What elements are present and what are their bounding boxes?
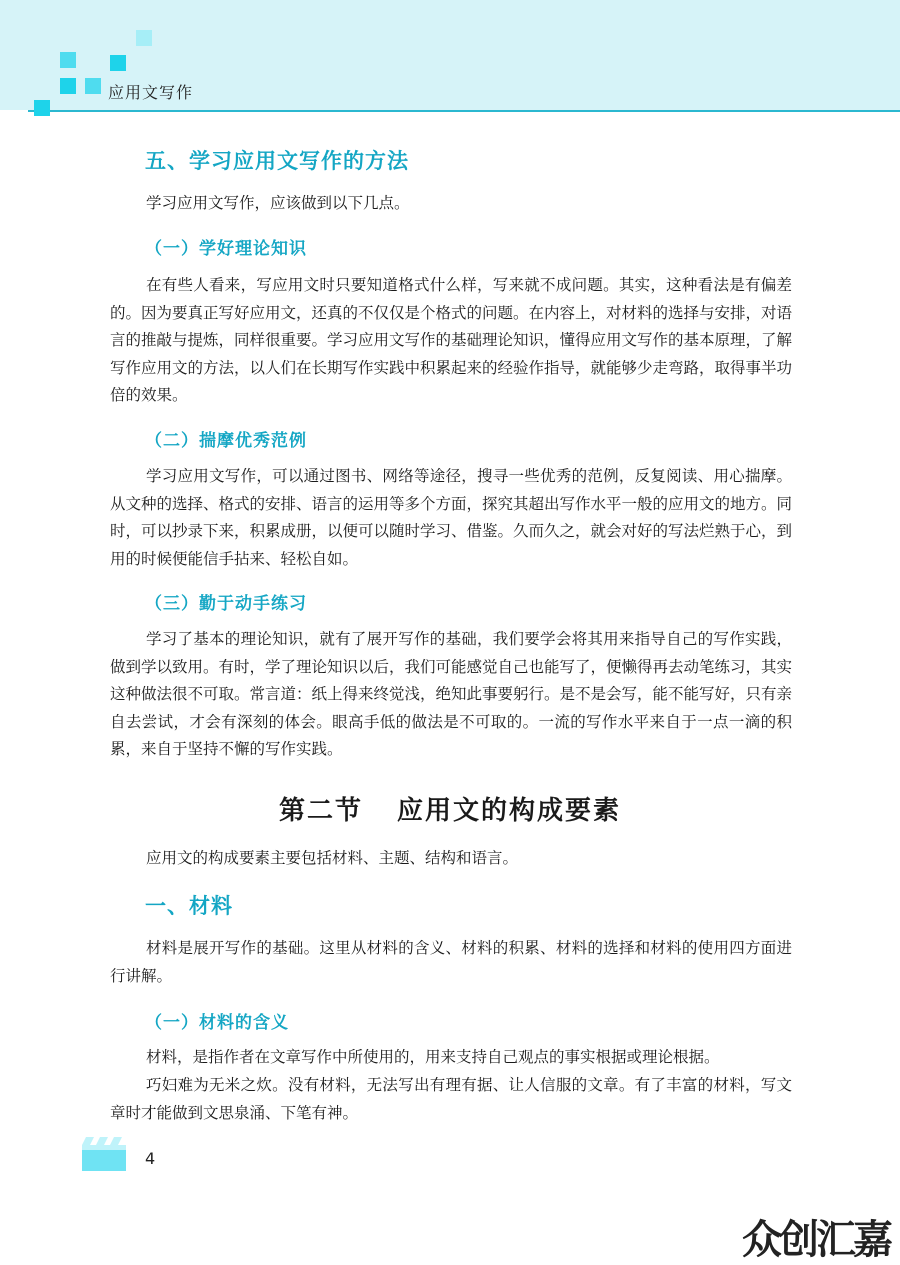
watermark: 众创汇嘉 (742, 1217, 890, 1263)
header-rule (28, 110, 900, 112)
section-intro: 应用文的构成要素主要包括材料、主题、结构和语言。 (146, 849, 519, 867)
paragraph-material: 材料是展开写作的基础。这里从材料的含义、材料的积累、材料的选择和材料的使用四方面进行讲解。 (110, 939, 792, 985)
paragraph-theory: 在有些人看来，写应用文时只要知道格式什么样，写来就不成问题。其实，这种看法是有偏差的。因为要真正写好应用文，还真的不仅仅是个格式的问题。在内容上，对材料的选择与安排，对语言的推敲与提炼，同样很重要。学习应用文写作的基础理论知识，懂得应用文写作的基本原理，了解写作应用文的方法，以人们在长期写作实践中积累起来的经验作指导，就能够少走弯路，取得事半功倍的效果。 (110, 276, 793, 404)
subheading-theory: （一）学好理论知识 (145, 239, 307, 259)
paragraph-examples: 学习应用文写作，可以通过图书、网络等途径，搜寻一些优秀的范例，反复阅读、用心揣摩。从文种的选择、格式的安排、语言的运用等多个方面，探究其超出写作水平一般的应用文的地方。同时，可以抄录下来，积累成册，以便可以随时学习、借鉴。久而久之，就会对好的写法烂熟于心，到用的时候便能信手拈来、轻松自如。 (110, 467, 793, 568)
heading-learning-methods: 五、学习应用文写作的方法 (145, 149, 409, 173)
subheading-practice: （三）勤于动手练习 (145, 594, 307, 614)
page-number: 4 (145, 1149, 156, 1168)
paragraph-material-definition: 材料，是指作者在文章写作中所使用的，用来支持自己观点的事实根据或理论根据。 (146, 1048, 720, 1066)
subheading-examples: （二）揣摩优秀范例 (145, 431, 307, 451)
subheading-material-meaning: （一）材料的含义 (145, 1013, 289, 1033)
section-title (0, 790, 900, 827)
paragraph-practice: 学习了基本的理论知识，就有了展开写作的基础，我们要学会将其用来指导自己的写作实践，做到学以致用。有时，学了理论知识以后，我们可能感觉自己也能写了，便懒得再去动笔练习，其实这种做法很不可取。常言道：纸上得来终觉浅，绝知此事要躬行。是不是会写，能不能写好，只有亲自去尝试，才会有深刻的体会。眼高手低的做法是不可取的。一流的写作水平来自于一点一滴的积累，来自于坚持不懈的写作实践。 (110, 630, 793, 758)
section-number: 第二节 (278, 796, 363, 826)
heading-material: 一、材料 (145, 894, 233, 918)
section-name: 应用文的构成要素 (397, 796, 622, 826)
paragraph-material-importance: 巧妇难为无米之炊。没有材料，无法写出有理有据、让人信服的文章。有了丰富的材料，写文章时才能做到文思泉涌、下笔有神。 (110, 1076, 792, 1122)
running-title: 应用文写作 (108, 83, 194, 102)
intro-paragraph: 学习应用文写作，应该做到以下几点。 (146, 194, 410, 212)
page-number-icon (80, 1135, 130, 1173)
